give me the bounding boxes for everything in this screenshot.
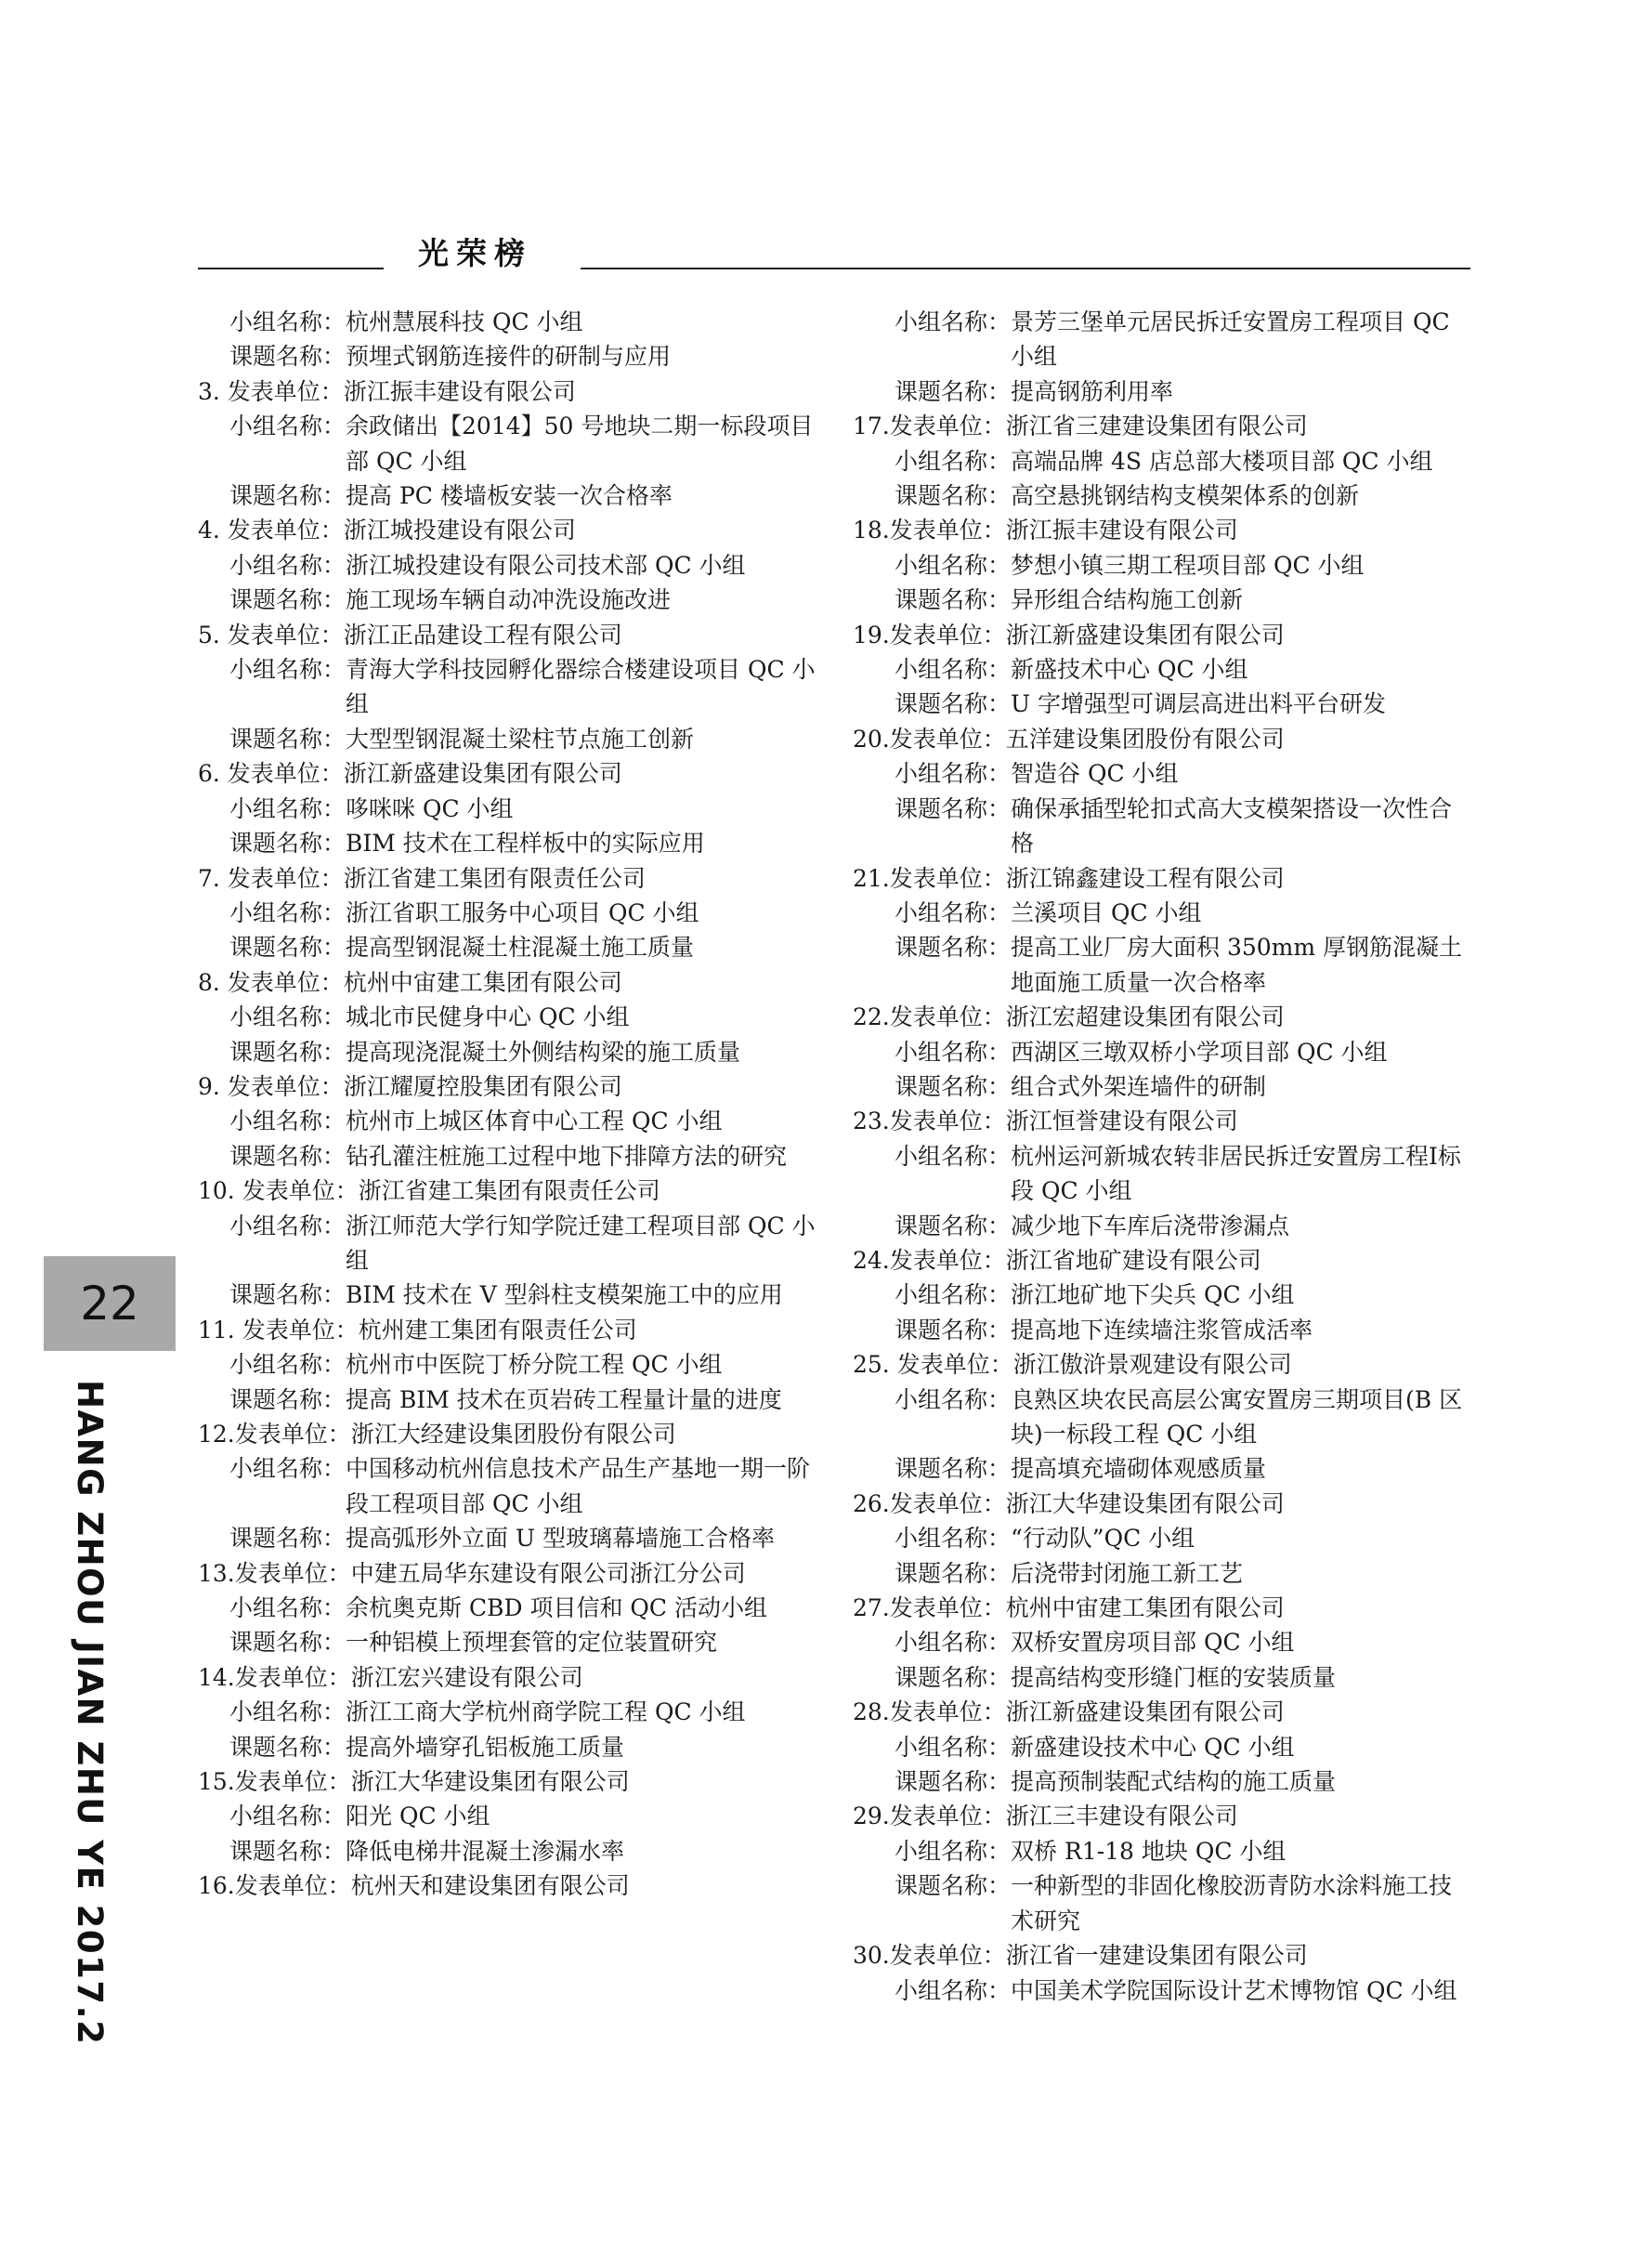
entry-value: 浙江正品建设工程有限公司 [343, 621, 622, 649]
entry-value: 中建五局华东建设有限公司浙江分公司 [350, 1559, 746, 1587]
detail-line [853, 1209, 1475, 1243]
entry-value: 五洋建设集团股份有限公司 [1005, 725, 1285, 753]
entry-label: 9. 发表单位： [198, 1072, 344, 1100]
unit-line [198, 1868, 816, 1903]
detail-line [198, 652, 816, 722]
detail-line [853, 1556, 1475, 1591]
entry-value: 浙江宏超建设集团有限公司 [1005, 1003, 1285, 1031]
entry-value: 浙江振丰建设有限公司 [343, 377, 576, 405]
entry-label: 课题名称： [229, 1142, 346, 1170]
entry-value: 浙江恒誉建设有限公司 [1005, 1108, 1238, 1135]
header-rule-left [198, 268, 384, 269]
detail-line [198, 1139, 816, 1173]
entry-value: 提高 BIM 技术在页岩砖工程量计量的进度 [346, 1385, 782, 1413]
detail-line [853, 687, 1475, 721]
unit-line [198, 1764, 816, 1799]
section-header [0, 228, 1646, 274]
unit-line [853, 1938, 1475, 1973]
entry-label: 17.发表单位： [853, 413, 1006, 440]
detail-line [853, 1834, 1475, 1868]
detail-line [853, 548, 1475, 583]
detail-line [198, 339, 816, 374]
entry-label: 小组名称： [229, 794, 346, 822]
entry-label: 小组名称： [895, 1038, 1012, 1066]
unit-line [853, 1347, 1475, 1382]
entry-value: 提高结构变形缝门框的安装质量 [1011, 1663, 1337, 1691]
entry-label: 14.发表单位： [198, 1663, 351, 1691]
entry-label: 4. 发表单位： [198, 517, 344, 544]
unit-line [198, 1069, 816, 1104]
detail-line [853, 1035, 1475, 1069]
entry-label: 3. 发表单位： [198, 377, 344, 405]
entry-label: 课题名称： [229, 1038, 346, 1066]
detail-line [853, 1278, 1475, 1312]
entry-value: 预埋式钢筋连接件的研制与应用 [346, 343, 672, 371]
unit-line [853, 1104, 1475, 1138]
entry-label: 8. 发表单位： [198, 968, 344, 996]
entry-label: 小组名称： [895, 760, 1012, 788]
entry-value: 新盛技术中心 QC 小组 [1011, 656, 1248, 684]
detail-line [853, 1730, 1475, 1764]
detail-line [853, 792, 1475, 861]
detail-line [198, 583, 816, 617]
entry-value: 杭州中宙建工集团有限公司 [343, 968, 622, 996]
unit-line [198, 1417, 816, 1451]
detail-line [198, 1451, 816, 1521]
detail-line [198, 1799, 816, 1833]
entry-value: 提高弧形外立面 U 型玻璃幕墙施工合格率 [346, 1525, 775, 1553]
entry-value: 组合式外架连墙件的研制 [1011, 1072, 1267, 1100]
entry-label: 29.发表单位： [853, 1803, 1006, 1830]
detail-line [198, 1104, 816, 1138]
entry-value: 提高钢筋利用率 [1011, 377, 1174, 405]
detail-line [853, 896, 1475, 930]
unit-line [853, 1695, 1475, 1729]
entry-label: 小组名称： [895, 1629, 1012, 1657]
detail-line [853, 374, 1475, 409]
left-column [198, 305, 816, 1904]
detail-line [198, 1591, 816, 1625]
entry-value: 景芳三堡单元居民拆迁安置房工程项目 QC 小组 [1011, 308, 1450, 371]
entry-label: 小组名称： [229, 308, 346, 335]
entry-value: 浙江大华建设集团有限公司 [1005, 1489, 1285, 1517]
entry-value: 梦想小镇三期工程项目部 QC 小组 [1011, 551, 1365, 579]
entry-value: 浙江省建工集团有限责任公司 [343, 864, 646, 892]
detail-line [853, 1139, 1475, 1209]
entry-value: 浙江省职工服务中心项目 QC 小组 [346, 898, 699, 926]
page-number: 22 [80, 1277, 139, 1331]
entry-value: 双桥 R1-18 地块 QC 小组 [1011, 1837, 1287, 1865]
detail-line [198, 930, 816, 964]
detail-line [198, 1730, 816, 1764]
entry-value: 提高预制装配式结构的施工质量 [1011, 1768, 1337, 1796]
entry-value: 杭州运河新城农转非居民拆迁安置房工程Ⅰ标段 QC 小组 [1011, 1142, 1461, 1205]
entry-value: U 字增强型可调层高进出料平台研发 [1011, 690, 1387, 718]
header-rule-right [581, 268, 1470, 269]
detail-line [198, 1521, 816, 1555]
entry-value: 中国美术学院国际设计艺术博物馆 QC 小组 [1011, 1976, 1457, 2004]
entry-value: 兰溪项目 QC 小组 [1011, 898, 1202, 926]
unit-line [853, 409, 1475, 443]
entry-value: 浙江傲浒景观建设有限公司 [1012, 1351, 1292, 1379]
detail-line [853, 1069, 1475, 1104]
detail-line [853, 1660, 1475, 1695]
section-title: 光荣榜 [418, 235, 532, 271]
entry-label: 小组名称： [895, 308, 1012, 335]
detail-line [198, 1209, 816, 1278]
entry-label: 小组名称： [229, 1108, 346, 1135]
entry-value: 一种新型的非固化橡胶沥青防水涂料施工技术研究 [1011, 1872, 1453, 1934]
entry-label: 课题名称： [895, 690, 1012, 718]
entry-label: 课题名称： [229, 482, 346, 510]
entry-value: 施工现场车辆自动冲洗设施改进 [346, 586, 672, 614]
entry-value: 杭州天和建设集团有限公司 [350, 1872, 630, 1900]
left-column-entries [198, 305, 816, 1173]
detail-line [853, 1625, 1475, 1659]
right-column-entries [853, 305, 1475, 2008]
entry-value: 高端品牌 4S 店总部大楼项目部 QC 小组 [1011, 447, 1433, 475]
detail-line [853, 1383, 1475, 1452]
entry-label: 课题名称： [895, 934, 1012, 962]
unit-line [198, 965, 816, 1000]
entry-value: 双桥安置房项目部 QC 小组 [1011, 1629, 1295, 1657]
entry-label: 课题名称： [229, 830, 346, 858]
entry-value: 降低电梯井混凝土渗漏水率 [346, 1837, 625, 1865]
detail-line [853, 583, 1475, 617]
entry-label: 课题名称： [229, 343, 346, 371]
entry-label: 13.发表单位： [198, 1559, 351, 1587]
detail-line [198, 722, 816, 756]
unit-line [198, 756, 816, 791]
unit-line [198, 1173, 816, 1208]
entry-value: 钻孔灌注桩施工过程中地下排障方法的研究 [346, 1142, 788, 1170]
page-number-box [44, 1256, 176, 1351]
entry-label: 小组名称： [229, 551, 346, 579]
entry-value: 浙江耀厦控股集团有限公司 [343, 1072, 622, 1100]
entry-label: 20.发表单位： [853, 725, 1006, 753]
unit-line [853, 1000, 1475, 1034]
unit-line [853, 513, 1475, 547]
entry-label: 课题名称： [229, 586, 346, 614]
entry-label: 小组名称： [895, 447, 1012, 475]
entry-value: 余杭奥克斯 CBD 项目信和 QC 活动小组 [346, 1594, 767, 1622]
entry-value: “行动队”QC 小组 [1011, 1525, 1195, 1553]
entry-value: 杭州慧展科技 QC 小组 [346, 308, 583, 335]
unit-line [853, 618, 1475, 652]
entry-value: 浙江新盛建设集团有限公司 [1005, 1698, 1285, 1726]
unit-line [853, 1799, 1475, 1833]
entry-value: 哆咪咪 QC 小组 [346, 794, 514, 822]
entry-value: 浙江省一建建设集团有限公司 [1005, 1942, 1308, 1970]
detail-line [853, 756, 1475, 791]
entry-value: 提高地下连续墙注浆管成活率 [1011, 1316, 1313, 1344]
entry-value: 浙江城投建设有限公司技术部 QC 小组 [346, 551, 746, 579]
entry-value: BIM 技术在 V 型斜柱支模架施工中的应用 [346, 1281, 783, 1309]
entry-label: 11. 发表单位： [198, 1316, 359, 1344]
entry-label: 小组名称： [895, 1837, 1012, 1865]
entry-value: 青海大学科技园孵化器综合楼建设项目 QC 小组 [346, 656, 816, 718]
entry-value: 浙江大华建设集团有限公司 [350, 1768, 630, 1796]
entry-value: 浙江振丰建设有限公司 [1005, 517, 1238, 544]
entry-label: 小组名称： [895, 1385, 1012, 1413]
entry-label: 6. 发表单位： [198, 760, 344, 788]
detail-line [853, 1868, 1475, 1938]
entry-value: 提高外墙穿孔铝板施工质量 [346, 1733, 625, 1761]
detail-line [198, 826, 816, 860]
entry-value: 浙江城投建设有限公司 [343, 517, 576, 544]
entry-value: 大型型钢混凝土梁柱节点施工创新 [346, 725, 695, 753]
entry-label: 10. 发表单位： [198, 1177, 359, 1205]
detail-line [198, 548, 816, 583]
detail-line [853, 930, 1475, 1000]
entry-label: 27.发表单位： [853, 1594, 1006, 1622]
entry-value: 杭州市上城区体育中心工程 QC 小组 [346, 1108, 723, 1135]
entry-value: 浙江地矿地下尖兵 QC 小组 [1011, 1281, 1295, 1309]
entry-label: 课题名称： [895, 377, 1012, 405]
unit-line [853, 861, 1475, 896]
entry-label: 18.发表单位： [853, 517, 1006, 544]
entry-value: 杭州市中医院丁桥分院工程 QC 小组 [346, 1351, 723, 1379]
detail-line [198, 479, 816, 513]
entry-label: 5. 发表单位： [198, 621, 344, 649]
entry-value: 中国移动杭州信息技术产品生产基地一期一阶段工程项目部 QC 小组 [346, 1455, 811, 1517]
entry-label: 课题名称： [229, 1733, 346, 1761]
entry-value: 浙江省地矿建设有限公司 [1005, 1246, 1261, 1274]
detail-line [198, 1278, 816, 1312]
entry-value: 浙江锦鑫建设工程有限公司 [1005, 864, 1285, 892]
entry-label: 课题名称： [895, 482, 1012, 510]
unit-line [198, 513, 816, 547]
entry-value: 高空悬挑钢结构支模架体系的创新 [1011, 482, 1360, 510]
entry-value: BIM 技术在工程样板中的实际应用 [346, 830, 705, 858]
unit-line [853, 1243, 1475, 1278]
entry-value: 浙江工商大学杭州商学院工程 QC 小组 [346, 1698, 746, 1726]
entry-label: 小组名称： [229, 1455, 346, 1483]
entry-label: 课题名称： [895, 1559, 1012, 1587]
entry-value: 余政储出【2014】50 号地块二期一标段项目部 QC 小组 [346, 413, 814, 475]
entry-label: 22.发表单位： [853, 1003, 1006, 1031]
entry-label: 课题名称： [229, 1385, 346, 1413]
entry-value: 新盛建设技术中心 QC 小组 [1011, 1733, 1295, 1761]
detail-line [198, 792, 816, 826]
detail-line [853, 305, 1475, 374]
entry-label: 小组名称： [229, 898, 346, 926]
entry-label: 小组名称： [895, 1142, 1012, 1170]
entry-label: 课题名称： [229, 934, 346, 962]
entry-label: 7. 发表单位： [198, 864, 344, 892]
entry-value: 杭州中宙建工集团有限公司 [1005, 1594, 1285, 1622]
detail-line [853, 1764, 1475, 1799]
detail-line [853, 1313, 1475, 1347]
entry-value: 良熟区块农民高层公寓安置房三期项目(B 区块)一标段工程 QC 小组 [1011, 1385, 1463, 1448]
entry-label: 小组名称： [895, 551, 1012, 579]
entry-label: 25. 发表单位： [853, 1351, 1013, 1379]
entry-label: 小组名称： [895, 1733, 1012, 1761]
entry-value: 浙江省建工集团有限责任公司 [358, 1177, 660, 1205]
detail-line [198, 1000, 816, 1034]
entry-value: 浙江新盛建设集团有限公司 [343, 760, 622, 788]
entry-label: 课题名称： [229, 1281, 346, 1309]
entry-label: 课题名称： [895, 586, 1012, 614]
detail-line [198, 1347, 816, 1382]
entry-label: 小组名称： [229, 1594, 346, 1622]
entry-value: 浙江三丰建设有限公司 [1005, 1803, 1238, 1830]
entry-label: 小组名称： [229, 1698, 346, 1726]
detail-line [853, 1451, 1475, 1486]
entry-value: 异形组合结构施工创新 [1011, 586, 1244, 614]
entry-label: 小组名称： [229, 1003, 346, 1031]
entry-label: 课题名称： [895, 1455, 1012, 1483]
entry-label: 26.发表单位： [853, 1489, 1006, 1517]
entry-value: 提高工业厂房大面积 350mm 厚钢筋混凝土地面施工质量一次合格率 [1011, 934, 1463, 996]
detail-line [198, 1695, 816, 1729]
unit-line [853, 722, 1475, 756]
detail-line [853, 444, 1475, 479]
unit-line [198, 1556, 816, 1591]
entry-label: 课题名称： [229, 725, 346, 753]
entry-label: 小组名称： [895, 656, 1012, 684]
detail-line [853, 652, 1475, 687]
entry-value: 提高现浇混凝土外侧结构梁的施工质量 [346, 1038, 741, 1066]
entry-label: 28.发表单位： [853, 1698, 1006, 1726]
detail-line [198, 1383, 816, 1417]
entry-value: 一种铝模上预埋套管的定位装置研究 [346, 1629, 718, 1657]
entry-value: 减少地下车库后浇带渗漏点 [1011, 1212, 1290, 1239]
entry-value: 确保承插型轮扣式高大支模架搭设一次性合格 [1011, 794, 1453, 858]
entry-label: 课题名称： [895, 1072, 1012, 1100]
entry-label: 课题名称： [895, 794, 1012, 822]
entry-label: 课题名称： [895, 1316, 1012, 1344]
entry-label: 课题名称： [229, 1837, 346, 1865]
detail-line [853, 1973, 1475, 2008]
detail-line [198, 1834, 816, 1868]
entry-value: 阳光 QC 小组 [346, 1803, 490, 1830]
entry-value: 浙江新盛建设集团有限公司 [1005, 621, 1285, 649]
entry-value: 浙江师范大学行知学院迁建工程项目部 QC 小组 [346, 1212, 816, 1274]
unit-line [198, 618, 816, 652]
entry-value: 浙江宏兴建设有限公司 [350, 1663, 583, 1691]
right-column [853, 305, 1475, 2008]
entry-value: 后浇带封闭施工新工艺 [1011, 1559, 1244, 1587]
entry-label: 课题名称： [229, 1629, 346, 1657]
entry-value: 提高 PC 楼墙板安装一次合格率 [346, 482, 673, 510]
unit-line [198, 1660, 816, 1695]
entry-value: 浙江大经建设集团股份有限公司 [350, 1421, 676, 1448]
entry-label: 小组名称： [229, 1351, 346, 1379]
entry-label: 15.发表单位： [198, 1768, 351, 1796]
left-column-entries-wide [198, 1173, 816, 1904]
entry-value: 提高填充墙砌体观感质量 [1011, 1455, 1267, 1483]
entry-label: 21.发表单位： [853, 864, 1006, 892]
entry-label: 课题名称： [229, 1525, 346, 1553]
unit-line [198, 374, 816, 409]
detail-line [198, 305, 816, 339]
entry-label: 小组名称： [895, 1281, 1012, 1309]
entry-value: 杭州建工集团有限责任公司 [358, 1316, 637, 1344]
detail-line [198, 409, 816, 479]
entry-label: 小组名称： [229, 1212, 346, 1239]
detail-line [853, 1521, 1475, 1555]
entry-value: 提高型钢混凝土柱混凝土施工质量 [346, 934, 695, 962]
detail-line [853, 479, 1475, 513]
unit-line [198, 1313, 816, 1347]
entry-label: 课题名称： [895, 1768, 1012, 1796]
detail-line [198, 1035, 816, 1069]
detail-line [198, 1625, 816, 1659]
entry-label: 课题名称： [895, 1663, 1012, 1691]
entry-value: 智造谷 QC 小组 [1011, 760, 1179, 788]
entry-label: 课题名称： [895, 1212, 1012, 1239]
entry-label: 30.发表单位： [853, 1942, 1006, 1970]
entry-label: 小组名称： [229, 413, 346, 440]
entry-value: 浙江省三建建设集团有限公司 [1005, 413, 1308, 440]
entry-label: 小组名称： [229, 1803, 346, 1830]
entry-label: 24.发表单位： [853, 1246, 1006, 1274]
entry-label: 19.发表单位： [853, 621, 1006, 649]
entry-label: 小组名称： [229, 656, 346, 684]
entry-value: 西湖区三墩双桥小学项目部 QC 小组 [1011, 1038, 1388, 1066]
entry-value: 城北市民健身中心 QC 小组 [346, 1003, 630, 1031]
unit-line [853, 1591, 1475, 1625]
entry-label: 23.发表单位： [853, 1108, 1006, 1135]
entry-label: 小组名称： [895, 898, 1012, 926]
entry-label: 12.发表单位： [198, 1421, 351, 1448]
unit-line [853, 1487, 1475, 1521]
detail-line [198, 896, 816, 930]
entry-label: 小组名称： [895, 1976, 1012, 2004]
entry-label: 小组名称： [895, 1525, 1012, 1553]
entry-label: 课题名称： [895, 1872, 1012, 1900]
entry-label: 16.发表单位： [198, 1872, 351, 1900]
running-title-vertical: HANG ZHOU JIAN ZHU YE 2017.2 [70, 1380, 110, 2046]
unit-line [198, 861, 816, 896]
